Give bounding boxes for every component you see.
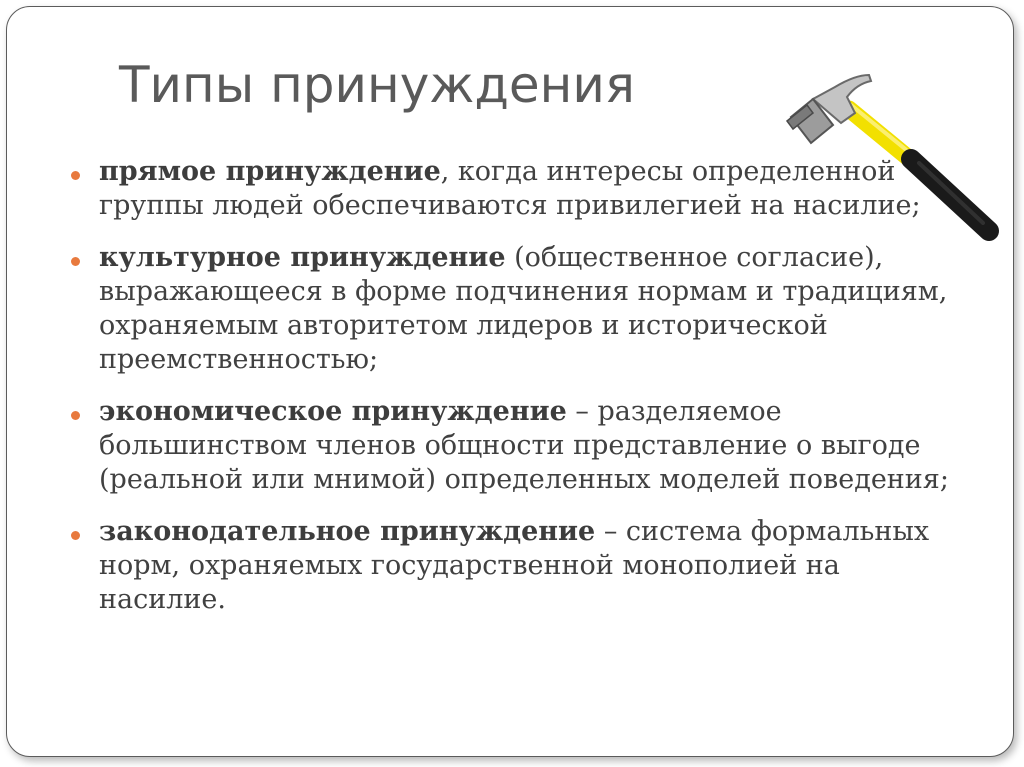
term-description: (общественное согласие), выражающееся в форме подчинения нормам и традициям, охраняемым авторитетом лидеров и исторической преемственностью; [99,242,948,375]
term-description: , когда интересы определенной группы людей обеспечиваются привилегией на насилие; [99,156,921,221]
list-item [71,515,971,617]
bullet-text [99,242,947,375]
bullet-dot [71,257,80,266]
term-description: – система формальных норм, охраняемых государственной монополией на насилие. [99,516,930,615]
bullet-text [99,516,929,615]
list-item [71,395,971,497]
term-description: – разделяемое большинством членов общности представление о выгоде (реальной или мнимой) определенных моделей поведения; [99,396,949,495]
bullet-text [99,396,949,495]
term: законодательное принуждение [99,516,596,547]
term: экономическое принуждение [99,396,567,427]
bullet-list [71,155,971,635]
bullet-dot [71,171,80,180]
bullet-dot [71,411,80,420]
slide-title: Типы принуждения [119,56,635,114]
term: культурное принуждение [99,242,506,273]
list-item [71,241,971,377]
bullet-text [99,156,921,221]
list-item [71,155,971,223]
term: прямое принуждение [99,156,441,187]
slide [6,6,1014,757]
bullet-dot [71,531,80,540]
